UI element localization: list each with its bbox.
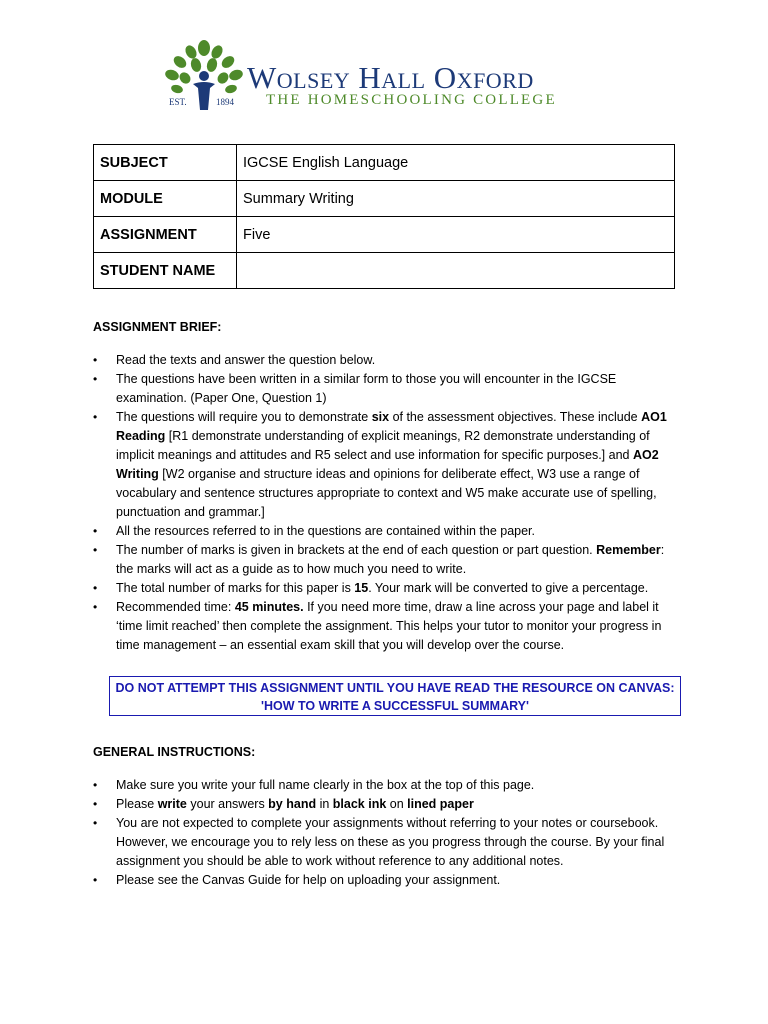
list-item: • The total number of marks for this paper is 15. Your mark will be converted to give a percentage. xyxy=(93,579,683,598)
student-name-label: STUDENT NAME xyxy=(94,253,237,289)
logo-subtitle: THE HOMESCHOOLING COLLEGE xyxy=(266,92,557,108)
table-row xyxy=(94,145,675,181)
est-label: EST. xyxy=(169,97,187,107)
general-instructions-heading: GENERAL INSTRUCTIONS: xyxy=(93,745,256,759)
assignment-info-table xyxy=(93,144,675,289)
module-value: Summary Writing xyxy=(237,181,675,217)
assignment-brief-heading: ASSIGNMENT BRIEF: xyxy=(93,320,222,334)
list-item: • The number of marks is given in brackets at the end of each question or part question. Remember: the marks will act as a guide as to how much you need to write. xyxy=(93,541,683,579)
list-item: • Recommended time: 45 minutes. If you need more time, draw a line across your page and label it ‘time limit reached’ then complete the assignment. This helps your tutor to monitor your progress in time management – an essential exam skill that you will develop over the course. xyxy=(93,598,683,655)
subject-label: SUBJECT xyxy=(94,145,237,181)
general-instructions-list xyxy=(93,776,683,890)
list-item: • The questions will require you to demonstrate six of the assessment objectives. These include AO1 Reading [R1 demonstrate understanding of explicit meanings, R2 demonstrate understanding of implicit meanings and attitudes and R5 select and use information for specific purposes.] and AO2 Writing [W2 organise and structure ideas and opinions for deliberate effect, W3 use a range of vocabulary and sentence structures appropriate to context and W5 make accurate use of spelling, punctuation and grammar.] xyxy=(93,408,683,522)
assignment-value: Five xyxy=(237,217,675,253)
notice-line-2: 'HOW TO WRITE A SUCCESSFUL SUMMARY' xyxy=(261,699,529,713)
list-item: • All the resources referred to in the questions are contained within the paper. xyxy=(93,522,683,541)
assignment-label: ASSIGNMENT xyxy=(94,217,237,253)
notice-line-1: DO NOT ATTEMPT THIS ASSIGNMENT UNTIL YOU HAVE READ THE RESOURCE ON CANVAS: xyxy=(115,681,675,695)
est-year: 1894 xyxy=(216,97,234,107)
table-row xyxy=(94,253,675,289)
list-item: • Please write your answers by hand in black ink on lined paper xyxy=(93,795,683,814)
list-item: • The questions have been written in a similar form to those you will encounter in the IGCSE examination. (Paper One, Question 1) xyxy=(93,370,683,408)
assignment-brief-list xyxy=(93,351,683,655)
table-row xyxy=(94,181,675,217)
canvas-resource-notice xyxy=(109,676,681,716)
student-name-field[interactable] xyxy=(237,253,675,289)
logo-title: Wolsey Hall Oxford xyxy=(247,60,534,95)
table-row xyxy=(94,217,675,253)
list-item: • Read the texts and answer the question below. xyxy=(93,351,683,370)
list-item: • You are not expected to complete your assignments without referring to your notes or coursebook. However, we encourage you to rely less on these as you progress through the course. By your final assignment you should be able to work without reference to any additional notes. xyxy=(93,814,683,871)
module-label: MODULE xyxy=(94,181,237,217)
list-item: • Please see the Canvas Guide for help on uploading your assignment. xyxy=(93,871,683,890)
list-item: • Make sure you write your full name clearly in the box at the top of this page. xyxy=(93,776,683,795)
subject-value: IGCSE English Language xyxy=(237,145,675,181)
